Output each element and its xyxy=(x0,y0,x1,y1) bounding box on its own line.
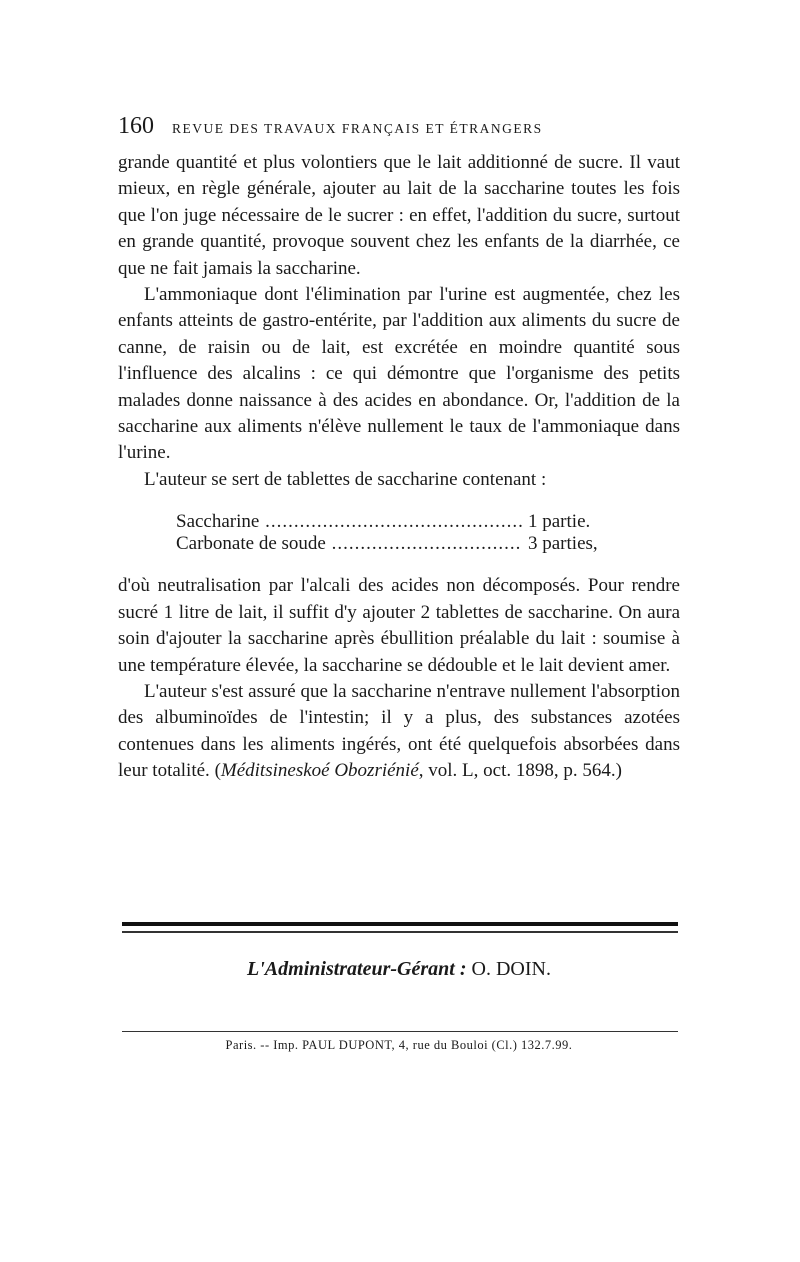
body-text xyxy=(118,150,680,785)
citation-details: , vol. L, oct. 1898, p. 564.) xyxy=(418,760,622,782)
recipe-quantity: 1 partie. xyxy=(528,511,591,533)
page-number: 160 xyxy=(118,113,154,139)
end-rule-thin xyxy=(122,931,678,933)
recipe-quantity: 3 parties, xyxy=(528,533,598,555)
printer-imprint: Paris. -- Imp. PAUL DUPONT, 4, rue du Bouloi (Cl.) 132.7.99. xyxy=(225,1038,573,1052)
paragraph: d'où neutralisation par l'alcali des acides non décomposés. Pour rendre sucré 1 litre de lait, il suffit d'y ajouter 2 tablettes de saccharine. On aura soin d'ajouter la saccharine après ébullition préalable du lait : soumise à une température élevée, la saccharine se dédouble et le lait devient amer. xyxy=(118,575,680,676)
paragraph-text: L'auteur s'est assuré que la saccharine n'entrave nullement l'absorption des albuminoïdes de l'intestin; il y a plus, des substances azotées contenues dans les aliments ingérés, ont été quelquefois absorbées dans leur totalité. xyxy=(118,680,680,782)
end-rule xyxy=(122,922,678,926)
paragraph: grande quantité et plus volontiers que le lait additionné de sucre. Il vaut mieux, en règle générale, ajouter au lait de la saccharine toutes les fois que l'on juge nécessaire de le sucrer : en effet, l'addition du sucre, surtout en grande quantité, provoque souvent chez les enfants de la diarrhée, ce que ne fait jamais la saccharine. xyxy=(118,152,680,279)
recipe-row xyxy=(176,533,636,555)
recipe-ingredient: Saccharine ..... xyxy=(176,511,522,533)
paragraph: L'ammoniaque dont l'élimination par l'urine est augmentée, chez les enfants atteints de gastro-entérite, par l'addition aux aliments du sucre de canne, de raisin ou de lait, est excrétée en moindre quantité sous l'influence des alcalins : ce qui démontre que l'organisme des petits malades donne naissance à des acides en abondance. Or, l'addition de la saccharine aux aliments n'élève nullement le taux de l'ammoniaque dans l'urine. xyxy=(118,284,680,464)
signature xyxy=(118,958,680,981)
recipe-ingredient: Carbonate de soude ..... xyxy=(176,533,522,555)
footer-rule xyxy=(122,1031,678,1032)
paragraph: L'auteur se sert de tablettes de saccharine contenant : xyxy=(144,468,547,490)
signature-role: L'Administrateur-Gérant : xyxy=(247,958,467,980)
recipe-row xyxy=(176,511,636,533)
signature-name: O. DOIN. xyxy=(471,958,551,980)
recipe-list xyxy=(176,511,636,555)
citation-open: ( xyxy=(209,760,221,782)
paragraph xyxy=(118,679,680,785)
journal-title: Méditsineskoé Obozriénié xyxy=(220,760,419,782)
running-title: REVUE DES TRAVAUX FRANÇAIS ET ÉTRANGERS xyxy=(172,121,543,136)
running-head xyxy=(118,113,678,140)
